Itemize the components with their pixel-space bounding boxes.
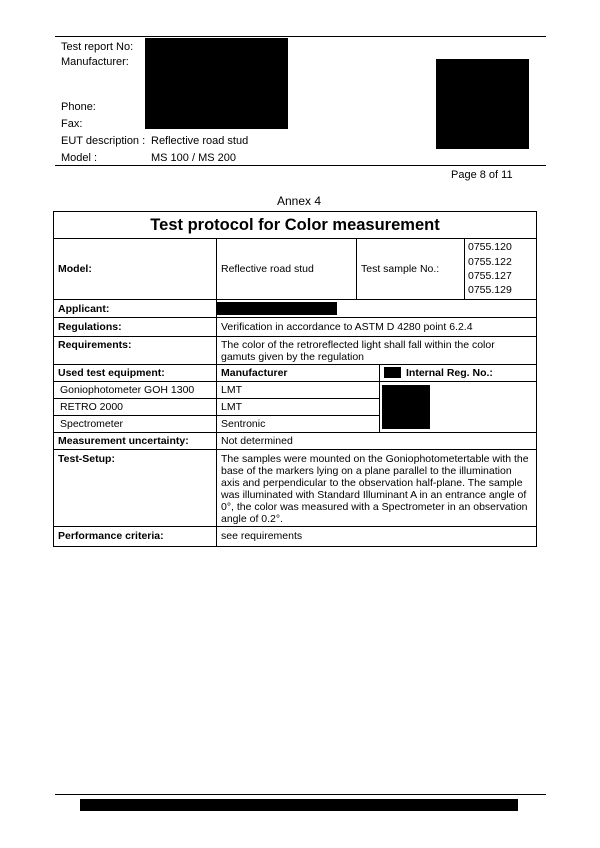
applicant-label: Applicant: [58,303,110,315]
redacted-applicant [216,302,337,315]
redacted-address-block [145,38,288,129]
applicant-row [54,300,536,318]
uncertainty-label: Measurement uncertainty: [58,435,189,447]
redacted-logo [436,59,529,149]
redacted-reg-numbers [382,385,430,429]
title-row [54,212,536,239]
manufacturer-label: Manufacturer: [61,56,129,68]
equipment-manufacturer: Sentronic [221,418,266,430]
equipment-manufacturer: LMT [221,384,242,396]
equipment-name: Spectrometer [60,418,124,430]
requirements-label: Requirements: [58,339,132,351]
label-column-divider [216,239,217,365]
model-row-label: Model: [58,263,92,275]
regulations-value: Verification in accordance to ASTM D 4280 point 6.2.4 [221,321,473,333]
header-top-rule [55,36,546,37]
model-value: MS 100 / MS 200 [151,152,236,164]
sample-number-3: 0755.127 [468,270,512,282]
annex-title: Annex 4 [277,194,322,208]
protocol-title: Test protocol for Color measurement [150,216,440,234]
page-number: Page 8 of 11 [451,169,513,181]
uncertainty-value: Not determined [221,435,293,447]
equipment-header-row [54,365,536,382]
equipment-name: RETRO 2000 [60,401,124,413]
sample-number-2: 0755.122 [468,256,512,268]
setup-label: Test-Setup: [58,453,115,465]
model-row [54,239,536,300]
internal-reg-header: Internal Reg. No.: [406,367,493,379]
setup-value: The samples were mounted on the Goniophotometertable with the base of the markers lying on a plane parallel to the illumination axis and perpendicular to the observation half-plane. The sample was illuminated with Standard Illuminant A in an entrance angle of 0°, the color was measured with a Spectrometer in an observation angle of 0.2°. [221,453,529,525]
model-row-value: Reflective road stud [221,263,314,275]
uncertainty-row [54,433,536,450]
footer-rule [55,794,546,795]
fax-label: Fax: [61,118,83,130]
test-sample-label: Test sample No.: [361,263,440,275]
equipment-bottom-rule [54,416,536,433]
phone-label: Phone: [61,101,96,113]
regulations-row [54,318,536,337]
redacted-reg-prefix [384,367,401,378]
manufacturer-header: Manufacturer [221,367,288,379]
header-bottom-rule [55,165,546,166]
performance-label: Performance criteria: [58,530,164,542]
sample-number-4: 0755.129 [468,284,512,296]
protocol-table [53,211,537,547]
label-column-divider-lower [216,433,217,546]
report-no-label: Test report No: [61,41,134,53]
sample-number-1: 0755.120 [468,241,512,253]
regulations-label: Regulations: [58,321,122,333]
model-divider-1 [356,239,357,299]
eut-value: Reflective road stud [151,135,249,147]
model-divider-2 [464,239,465,299]
eut-label: EUT description : [61,135,146,147]
equipment-manufacturer: LMT [221,401,242,413]
equipment-header: Used test equipment: [58,367,165,379]
requirements-row [54,337,536,365]
performance-row [54,527,536,546]
redacted-footer [80,799,518,811]
setup-row [54,450,536,527]
performance-value: see requirements [221,530,303,542]
equipment-name: Goniophotometer GOH 1300 [60,384,195,396]
model-label: Model : [61,152,98,164]
requirements-value: The color of the retroreflected light shall fall within the color gamuts given by the regulation [221,339,495,363]
